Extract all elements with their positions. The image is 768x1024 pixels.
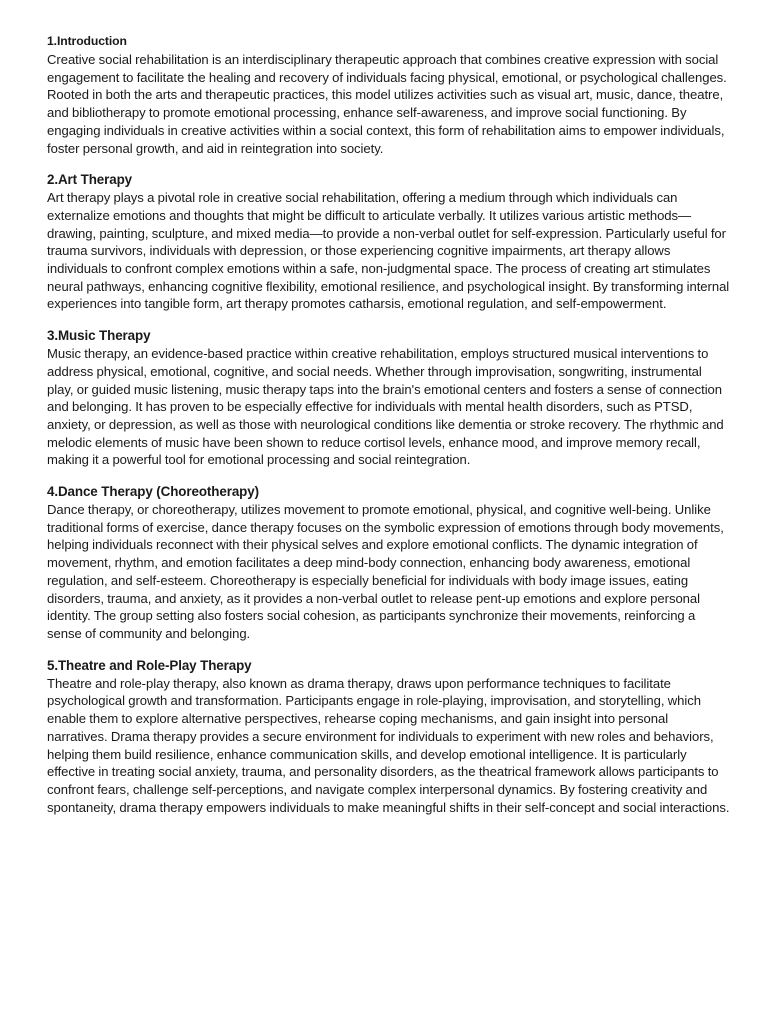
section-paragraph: Dance therapy, or choreotherapy, utilizes movement to promote emotional, physical, and cognitive well-being. Unlike traditional forms of exercise, dance therapy focuses on the symbolic expression of emotions through body movements, helping individuals reconnect with their physical selves and explore emotional conflicts. The dynamic integration of movement, rhythm, and emotion facilitates a deep mind-body connection, enhancing body awareness, emotional regulation, and self-esteem. Choreotherapy is especially beneficial for individuals with body image issues, eating disorders, trauma, and anxiety, as it provides a non-verbal outlet to release pent-up emotions and explore personal identity. The group setting also fosters social cohesion, as participants synchronize their movements, reinforcing a sense of community and belonging.	[47, 502, 724, 641]
section-heading: 5.Theatre and Role-Play Therapy	[47, 657, 252, 673]
section-art-therapy	[47, 171, 730, 313]
section-heading: 4.Dance Therapy (Choreotherapy)	[47, 484, 259, 500]
section-theatre-role-play-therapy	[47, 657, 730, 817]
section-music-therapy	[47, 327, 730, 469]
section-paragraph: Theatre and role-play therapy, also known as drama therapy, draws upon performance techniques to facilitate psychological growth and transformation. Participants engage in role-playing, improvisation, and storytelling, which enable them to explore alternative perspectives, rehearse coping mechanisms, and gain insight into personal narratives. Drama therapy provides a secure environment for individuals to experiment with new roles and behaviors, helping them build resilience, enhance communication skills, and develop emotional intelligence. It is particularly effective in treating social anxiety, trauma, and personality disorders, as the theatrical framework allows participants to confront fears, challenge self-perceptions, and navigate complex interpersonal dynamics. By fostering creativity and spontaneity, drama therapy empowers individuals to make meaningful shifts in their self-concept and social interactions.	[47, 675, 730, 815]
section-heading: 3.Music Therapy	[47, 328, 151, 344]
section-introduction	[47, 33, 730, 157]
section-heading: 2.Art Therapy	[47, 172, 133, 188]
section-paragraph: Art therapy plays a pivotal role in creative social rehabilitation, offering a medium through which individuals can externalize emotions and thoughts that might be difficult to articulate verbally. It utilizes various artistic methods—drawing, painting, sculpture, and mixed media—to provide a non-verbal outlet for self-expression. Particularly useful for trauma survivors, individuals with depression, or those experiencing cognitive impairments, art therapy allows individuals to confront complex emotions within a safe, non-judgmental space. The process of creating art stimulates neural pathways, enhancing cognitive flexibility, emotional resilience, and psychological insight. By transforming internal experiences into tangible form, art therapy promotes catharsis, emotional regulation, and self-empowerment.	[47, 190, 730, 312]
section-paragraph: Creative social rehabilitation is an interdisciplinary therapeutic approach that combines creative expression with social engagement to facilitate the healing and recovery of individuals facing physical, emotional, or psychological challenges. Rooted in both the arts and therapeutic practices, this model utilizes activities such as visual art, music, dance, theatre, and bibliotherapy to promote emotional processing, enhance self-awareness, and improve social functioning. By engaging individuals in creative activities within a social context, this form of rehabilitation aims to empower individuals, foster personal growth, and aid in reintegration into society.	[47, 52, 727, 156]
section-dance-therapy	[47, 483, 730, 643]
section-heading: 1.Introduction	[47, 34, 127, 48]
section-paragraph: Music therapy, an evidence-based practice within creative rehabilitation, employs structured musical interventions to address physical, emotional, cognitive, and social needs. Whether through improvisation, songwriting, instrumental play, or guided music listening, music therapy taps into the brain's emotional centers and fosters a sense of connection and belonging. It has proven to be especially effective for individuals with mental health disorders, such as PTSD, anxiety, or depression, as well as those with neurological conditions like dementia or stroke recovery. The rhythmic and melodic elements of music have been shown to reduce cortisol levels, enhance mood, and improve memory recall, making it a powerful tool for emotional processing and social reintegration.	[47, 346, 724, 468]
